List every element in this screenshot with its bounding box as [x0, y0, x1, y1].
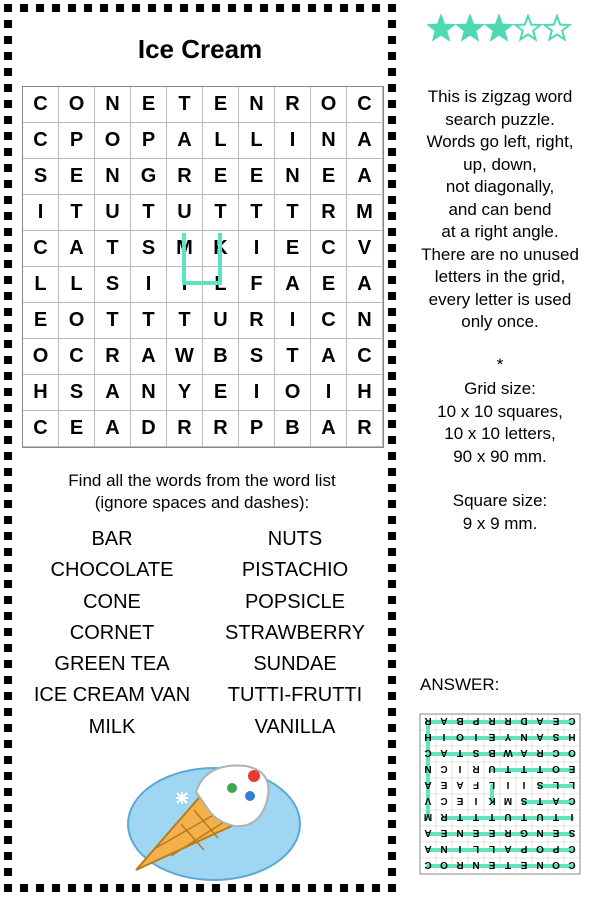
answer-cell-letter: A	[456, 779, 464, 790]
grid-cell: I	[311, 375, 347, 411]
description-line: not diagonally,	[445, 177, 555, 196]
answer-cell-letter: C	[568, 843, 576, 854]
grid-cell: O	[275, 375, 311, 411]
grid-cell: E	[275, 231, 311, 267]
grid-cell: G	[131, 159, 167, 195]
grid-cell: O	[95, 123, 131, 159]
instruction-line-1: Find all the words from the word list	[68, 471, 336, 490]
answer-cell-letter: L	[488, 779, 496, 790]
grid-cell: T	[131, 303, 167, 339]
answer-cell-letter: N	[520, 731, 528, 742]
grid-cell: R	[275, 87, 311, 123]
grid-cell: T	[95, 303, 131, 339]
grid-cell: A	[167, 123, 203, 159]
answer-cell-letter: O	[568, 747, 576, 758]
instructions	[22, 470, 382, 514]
grid-cell: E	[311, 267, 347, 303]
description-line: search puzzle.	[445, 109, 555, 129]
answer-cell-letter: V	[424, 795, 432, 806]
answer-cell-letter: T	[504, 763, 512, 774]
answer-cell-letter: O	[440, 859, 448, 870]
grid-cell: H	[347, 375, 383, 411]
answer-cell-letter: U	[488, 763, 496, 774]
word-list-item: SUNDAE	[253, 653, 337, 676]
grid-cell: E	[203, 159, 239, 195]
cherry-icon	[248, 770, 260, 782]
word-list-right	[205, 524, 385, 743]
answer-cell-letter: E	[552, 827, 560, 838]
grid-cell: T	[167, 303, 203, 339]
answer-cell-letter: U	[504, 811, 512, 822]
word-list-item: CONE	[83, 590, 141, 613]
answer-cell-letter: C	[440, 763, 448, 774]
answer-cell-letter: C	[568, 795, 576, 806]
answer-cell-letter: E	[440, 827, 448, 838]
word-list-item: GREEN TEA	[54, 653, 170, 676]
grid-cell: E	[203, 375, 239, 411]
grid-cell: E	[59, 159, 95, 195]
word-list-item: CORNET	[69, 621, 155, 644]
grid-cell: N	[275, 159, 311, 195]
answer-cell-letter: C	[424, 747, 432, 758]
word-list-left	[22, 524, 202, 743]
word-list-item: CHOCOLATE	[50, 559, 174, 582]
word-list-item: POPSICLE	[244, 590, 346, 613]
word-list-item: NUTS	[267, 528, 323, 550]
answer-cell-letter: T	[456, 811, 464, 822]
answer-cell-letter: T	[456, 747, 464, 758]
grid-cell: T	[275, 339, 311, 375]
answer-cell-letter: N	[440, 843, 448, 854]
answer-cell-letter: R	[504, 715, 512, 726]
answer-cell-letter: R	[488, 715, 496, 726]
description-line: Words go left, right,	[426, 132, 574, 151]
answer-cell-letter: M	[503, 795, 513, 806]
grid-cell: N	[95, 159, 131, 195]
description-line: every letter is used	[428, 289, 572, 309]
grid-cell: L	[23, 267, 59, 303]
answer-cell-letter: L	[488, 843, 496, 854]
answer-cell-letter: A	[552, 795, 560, 806]
description-line: 90 x 90 mm.	[453, 446, 547, 466]
answer-cell-letter: R	[440, 811, 448, 822]
answer-cell-letter: A	[424, 827, 432, 838]
grid-cell: O	[311, 87, 347, 123]
grid-cell: I	[275, 123, 311, 159]
grid-cell: T	[167, 87, 203, 123]
grid-cell: P	[239, 411, 275, 447]
answer-cell-letter: U	[536, 811, 544, 822]
grid-cell: I	[131, 267, 167, 303]
grid-cell: I	[275, 303, 311, 339]
answer-cell-letter: A	[520, 747, 528, 758]
grid-cell: R	[239, 303, 275, 339]
word-list-item: BAR	[91, 528, 133, 550]
answer-cell-letter: L	[552, 779, 560, 790]
description-line: This is zigzag word	[427, 87, 573, 106]
grid-cell: N	[347, 303, 383, 339]
filled-star-icon	[429, 16, 454, 40]
puzzle-description	[405, 86, 595, 535]
grid-cell: K	[203, 231, 239, 267]
grid-cell: U	[167, 195, 203, 231]
grid-cell: O	[23, 339, 59, 375]
answer-cell-letter: A	[440, 747, 448, 758]
grid-cell: A	[95, 411, 131, 447]
answer-cell-letter: T	[472, 811, 480, 822]
grid-cell: C	[311, 231, 347, 267]
description-line: and can bend	[448, 199, 552, 219]
answer-cell-letter: T	[536, 763, 544, 774]
word-list-item: MILK	[22, 712, 202, 743]
grid-cell: C	[311, 303, 347, 339]
grid-cell: E	[23, 303, 59, 339]
answer-cell-letter: R	[536, 747, 544, 758]
description-line: at a right angle.	[441, 222, 559, 241]
answer-cell-letter: S	[520, 795, 528, 806]
answer-cell-letter: T	[520, 811, 528, 822]
grid-cell: C	[23, 87, 59, 123]
word-list-item: STRAWBERRY	[224, 621, 366, 644]
answer-cell-letter: H	[424, 731, 432, 742]
answer-cell-letter: T	[488, 811, 496, 822]
difficulty-rating	[427, 14, 577, 49]
answer-cell-letter: I	[474, 795, 478, 806]
grid-cell: H	[23, 375, 59, 411]
grid-cell: E	[59, 411, 95, 447]
answer-cell-letter: B	[456, 715, 464, 726]
answer-cell-letter: D	[520, 715, 528, 726]
grid-cell: I	[167, 267, 203, 303]
word-list-item: ICE CREAM VAN	[33, 684, 191, 707]
grid-cell: E	[131, 87, 167, 123]
puzzle-grid	[22, 86, 384, 448]
word-list-item: VANILLA	[254, 715, 336, 738]
puzzle-title: Ice Cream	[137, 34, 263, 64]
answer-cell-letter: S	[568, 827, 576, 838]
answer-cell-letter: M	[423, 811, 433, 822]
answer-cell-letter: N	[536, 827, 544, 838]
answer-cell-letter: O	[552, 859, 560, 870]
grid-cell: I	[239, 231, 275, 267]
answer-cell-letter: C	[424, 859, 432, 870]
grid-cell: E	[203, 87, 239, 123]
grid-cell: A	[131, 339, 167, 375]
grid-cell: U	[95, 195, 131, 231]
description-line: There are no unused	[421, 244, 579, 264]
answer-cell-letter: C	[552, 747, 560, 758]
answer-cell-letter: P	[552, 843, 560, 854]
answer-cell-letter: B	[488, 747, 496, 758]
answer-cell-letter: I	[442, 731, 446, 742]
answer-cell-letter: F	[472, 779, 480, 790]
answer-cell-letter: T	[520, 763, 528, 774]
answer-cell-letter: I	[458, 763, 462, 774]
grid-cell: T	[95, 231, 131, 267]
grid-cell: E	[311, 159, 347, 195]
answer-cell-letter: E	[456, 795, 464, 806]
answer-cell-letter: E	[568, 763, 576, 774]
description-line: Grid size:	[464, 379, 536, 398]
grid-cell: R	[95, 339, 131, 375]
grid-cell: D	[131, 411, 167, 447]
grid-cell: V	[347, 231, 383, 267]
description-line: only once.	[461, 312, 539, 331]
grid-cell: S	[131, 231, 167, 267]
grid-cell: N	[239, 87, 275, 123]
answer-cell-letter: E	[488, 827, 496, 838]
answer-cell-letter: I	[474, 731, 478, 742]
answer-cell-letter: P	[520, 843, 528, 854]
answer-cell-letter: G	[520, 827, 528, 838]
ice-cream-cone-illustration	[126, 752, 301, 882]
answer-label: ANSWER:	[420, 675, 500, 694]
grid-cell: S	[23, 159, 59, 195]
grid-cell: A	[347, 267, 383, 303]
grid-cell: R	[311, 195, 347, 231]
grid-cell: T	[59, 195, 95, 231]
answer-cell-letter: A	[504, 843, 512, 854]
grid-cell: S	[95, 267, 131, 303]
grid-cell: U	[203, 303, 239, 339]
grid-cell: T	[131, 195, 167, 231]
grid-cell: R	[347, 411, 383, 447]
answer-cell-letter: T	[536, 795, 544, 806]
description-line: Square size:	[452, 491, 548, 510]
grid-cell: O	[59, 303, 95, 339]
grid-cell: L	[203, 267, 239, 303]
answer-cell-letter: E	[472, 827, 480, 838]
grid-cell: T	[239, 195, 275, 231]
grid-cell: E	[239, 159, 275, 195]
answer-cell-letter: O	[552, 763, 560, 774]
grid-cell: C	[59, 339, 95, 375]
answer-cell-letter: N	[536, 859, 544, 870]
answer-cell-letter: N	[472, 859, 480, 870]
grid-cell: R	[167, 411, 203, 447]
answer-cell-letter: E	[552, 715, 560, 726]
answer-cell-letter: I	[458, 843, 462, 854]
answer-cell-letter: L	[568, 779, 576, 790]
grid-cell: R	[167, 159, 203, 195]
answer-cell-letter: A	[536, 731, 544, 742]
description-line: up, down,	[463, 154, 537, 174]
grid-cell: L	[59, 267, 95, 303]
answer-cell-letter: A	[440, 715, 448, 726]
answer-cell-letter: T	[552, 811, 560, 822]
answer-cell-letter: A	[424, 779, 432, 790]
description-line: 9 x 9 mm.	[462, 513, 538, 533]
grid-cell: A	[311, 411, 347, 447]
description-line: letters in the grid,	[434, 267, 566, 286]
grid-cell: P	[59, 123, 95, 159]
answer-cell-letter: R	[456, 859, 464, 870]
grid-cell: F	[239, 267, 275, 303]
filled-star-icon	[487, 16, 512, 40]
grid-cell: B	[203, 339, 239, 375]
grid-cell: T	[203, 195, 239, 231]
empty-star-icon	[516, 16, 541, 40]
grid-cell: M	[347, 195, 383, 231]
grid-cell: A	[347, 159, 383, 195]
word-list-item: TUTTI-FRUTTI	[227, 684, 363, 707]
grid-cell: L	[203, 123, 239, 159]
grid-cell: R	[203, 411, 239, 447]
answer-cell-letter: S	[472, 747, 480, 758]
grid-cell: C	[23, 231, 59, 267]
answer-cell-letter: R	[472, 763, 480, 774]
grid-cell: B	[275, 411, 311, 447]
answer-cell-letter: N	[456, 827, 464, 838]
grid-cell: C	[23, 123, 59, 159]
answer-cell-letter: E	[440, 779, 448, 790]
answer-cell-letter: C	[568, 859, 576, 870]
answer-cell-letter: C	[568, 715, 576, 726]
grid-cell: A	[311, 339, 347, 375]
empty-star-icon	[545, 16, 570, 40]
grid-cell: N	[131, 375, 167, 411]
answer-cell-letter: Y	[504, 731, 512, 742]
separator: *	[496, 354, 504, 374]
grid-cell: S	[59, 375, 95, 411]
answer-cell-letter: L	[472, 843, 480, 854]
grid-cell: M	[167, 231, 203, 267]
grid-cell: O	[59, 87, 95, 123]
answer-cell-letter: A	[424, 843, 432, 854]
answer-cell-letter: I	[570, 811, 574, 822]
answer-cell-letter: E	[488, 859, 496, 870]
answer-thumbnail	[418, 712, 582, 876]
answer-cell-letter: K	[488, 795, 496, 806]
answer-cell-letter: C	[440, 795, 448, 806]
grid-cell: W	[167, 339, 203, 375]
grid-cell: A	[59, 231, 95, 267]
grid-cell: Y	[167, 375, 203, 411]
answer-cell-letter: T	[504, 859, 512, 870]
answer-cell-letter: I	[522, 779, 526, 790]
answer-cell-letter: H	[568, 731, 576, 742]
answer-cell-letter: S	[552, 731, 560, 742]
answer-cell-letter: P	[472, 715, 480, 726]
answer-cell-letter: I	[506, 779, 510, 790]
grid-cell: I	[239, 375, 275, 411]
grid-cell: L	[239, 123, 275, 159]
answer-cell-letter: A	[536, 715, 544, 726]
grid-cell: A	[347, 123, 383, 159]
grid-cell: C	[23, 411, 59, 447]
grid-cell: A	[95, 375, 131, 411]
grid-cell: T	[275, 195, 311, 231]
answer-cell-letter: O	[536, 843, 544, 854]
answer-cell-letter: R	[424, 715, 432, 726]
description-line: 10 x 10 squares,	[437, 401, 563, 421]
answer-cell-letter: N	[424, 763, 432, 774]
answer-cell-letter: S	[536, 779, 544, 790]
instruction-line-2: (ignore spaces and dashes):	[94, 493, 310, 512]
description-line: 10 x 10 letters,	[444, 424, 556, 443]
answer-cell-letter: W	[503, 747, 513, 758]
answer-cell-letter: E	[488, 731, 496, 742]
grid-cell: S	[239, 339, 275, 375]
grid-cell: N	[311, 123, 347, 159]
answer-cell-letter: E	[520, 859, 528, 870]
answer-cell-letter: R	[504, 827, 512, 838]
word-list-item: PISTACHIO	[241, 559, 349, 582]
grid-cell: I	[23, 195, 59, 231]
grid-cell: C	[347, 87, 383, 123]
grid-cell: P	[131, 123, 167, 159]
filled-star-icon	[458, 16, 483, 40]
grid-cell: A	[275, 267, 311, 303]
grid-cell: C	[347, 339, 383, 375]
grid-cell: N	[95, 87, 131, 123]
answer-cell-letter: O	[456, 731, 464, 742]
